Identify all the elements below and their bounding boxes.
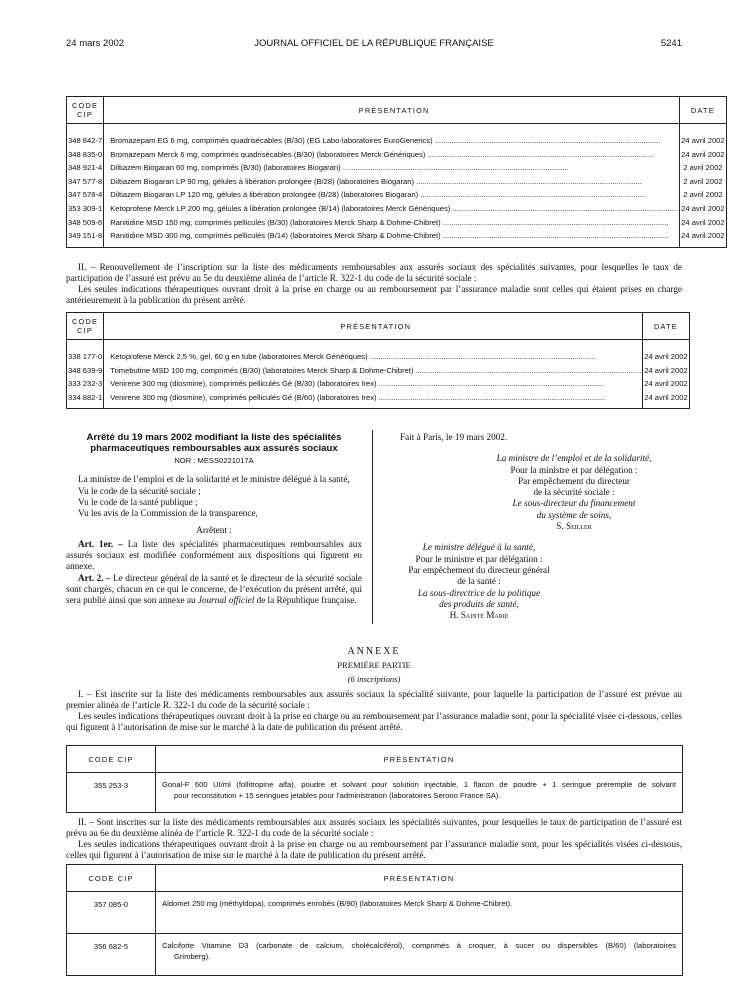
cell-date: 24 avril 2002 (681, 217, 725, 227)
col-header-date: DATE (680, 97, 726, 124)
cell-date: 24 avril 2002 (681, 203, 725, 213)
table-body (67, 773, 683, 813)
col-header-presentation: PRÉSENTATION (156, 746, 683, 773)
table-row (67, 364, 690, 378)
signatory-name: H. Sainte Marie (449, 610, 509, 621)
column-divider (372, 430, 373, 624)
col-header-code: CODE CIP (67, 97, 104, 124)
cell-presentation (104, 364, 643, 378)
table-row (67, 934, 683, 976)
cell-code: 347 577-8 (67, 175, 104, 189)
signatory-name: S. Seiller (556, 521, 592, 532)
vu-line: Vu le code de la santé publique ; (78, 496, 198, 507)
signature-line: Par empêchement du directeur (518, 475, 630, 486)
arrete-title: Arrêté du 19 mars 2002 modifiant la liste des spécialités pharmaceutiques remboursables aux assurés sociaux (86, 432, 342, 454)
cell-date: 2 avril 2002 (683, 176, 723, 186)
table-body (67, 124, 727, 248)
cell-code: 355 253-3 (67, 773, 156, 813)
cell-code: 348 639-9 (67, 364, 104, 378)
presentation-line: Calciforte Vitamine D3 (carbonate de calcium, cholécalciférol), comprimés à croquer, à sucer ou dispersibles (B/60) (laboratoires (162, 941, 676, 950)
col-header-code: CODE CIP (67, 865, 156, 892)
paragraph: Les seules indications thérapeutiques ouvrant droit à la prise en charge ou au remboursement par l’assurance maladie sont, pour les spécialités visées ci-dessous, celles qui figurent à l’autorisation de mise sur le marché à la date de publication du présent arrêté. (66, 839, 682, 860)
cell-code: 357 085-0 (67, 892, 156, 934)
journal-officiel-italic: Journal officiel (197, 595, 255, 606)
presentation-text: Venirene 300 mg (diosmine), comprimés pelliculés Gé (B/30) (laboratoires Irex) ..... (110, 377, 641, 391)
cell-code: 338 177-0 (67, 340, 104, 364)
cell-presentation (104, 229, 680, 247)
table-header-row (67, 746, 683, 773)
signature-line: du système de soins, (536, 509, 612, 520)
cell-presentation (156, 934, 683, 976)
table-row (67, 773, 683, 813)
cell-presentation (156, 892, 683, 934)
article-1 (66, 539, 362, 573)
paragraph: II. – Sont inscrites sur la liste des médicaments remboursables aux assurés sociaux les spécialités suivantes, pour lesquelles le taux de participation de l’assuré est prévu au 6e du deuxième alinéa de l’article R. 322-1 du code de la sécurité sociale : (66, 817, 682, 838)
paragraph: Les seules indications thérapeutiques ouvrant droit à la prise en charge ou au remboursement par l’assurance maladie sont celles qui étaient prises en charge antérieurement à la publication du présent arrêté. (66, 284, 682, 305)
cell-date: 24 avril 2002 (681, 231, 725, 241)
article-1-text: La liste des spécialités pharmaceutiques remboursables aux assurés sociaux est modifiée conformément aux dispositions qui figurent en annexe. (66, 538, 362, 572)
cell-presentation (104, 124, 680, 148)
signature-line: Par empêchement du directeur général (408, 564, 550, 575)
presentation-line: Aldomet 250 mg (méthyldopa), comprimés enrobés (B/90) (laboratoires Merck Sharp & Dohme-Chibret). (162, 899, 513, 908)
presentation-text: Ranitidine MSD 300 mg, comprimés pelliculés (B/14) (laboratoires Merck Sharp & Dohme-Chibret) ..... (110, 229, 678, 243)
table-row (67, 340, 690, 364)
col-header-code: CODE CIP (67, 746, 156, 773)
cell-date: 24 avril 2002 (644, 365, 688, 375)
page-number: 5241 (660, 38, 682, 49)
article-1-label: Art. 1er. – (78, 538, 123, 549)
cell-code: 348 835-0 (67, 148, 104, 162)
table-row (67, 124, 727, 148)
signature-line: des produits de santé, (439, 598, 519, 609)
cell-code: 356 682-5 (67, 934, 156, 976)
annex-section-i-text (66, 689, 682, 733)
cell-code: 348 509-6 (67, 216, 104, 230)
cell-code: 333 232-3 (67, 377, 104, 391)
cell-presentation (104, 391, 643, 409)
nor-reference: NOR : MESS0221017A (174, 456, 254, 465)
presentation-text: Diltiazem Biogaran LP 120 mg, gélules à libération prolongée (B/28) (laboratoires Biogaran) ..... (110, 188, 678, 202)
cell-code: 348 842-7 (67, 124, 104, 148)
arrete-column (66, 432, 362, 607)
signature-line: Pour le ministre et par délégation : (415, 553, 543, 564)
table-row (67, 377, 690, 391)
table-row (67, 391, 690, 409)
signature-line: Le sous-directeur du financement (512, 498, 636, 509)
signature-place: Fait à Paris, le 19 mars 2002. (400, 432, 508, 442)
table-renewal-1 (66, 96, 727, 248)
signature-block-2 (384, 542, 684, 621)
article-2-end: de la République française. (256, 595, 357, 606)
table-renewal-2 (66, 312, 690, 409)
cell-date: 24 avril 2002 (644, 392, 688, 402)
signature-line: Pour la ministre et par délégation : (510, 464, 638, 475)
paragraph: I. – Est inscrite sur la liste des médicaments remboursables aux assurés sociaux la spécialité suivante, pour laquelle la participation de l’assuré est prévue au premier alinéa de l’article R. 322-1 du code de la sécurité sociale : (66, 689, 682, 710)
col-header-presentation: PRÉSENTATION (104, 313, 643, 340)
presentation-line: pour reconstitution + 15 seringues jetables pour l’administration (laboratoires Serono France SA). (174, 791, 501, 800)
section-ii-text (66, 262, 682, 306)
table-body (67, 340, 690, 409)
signatory-title: Le ministre délégué à la santé, (422, 542, 536, 553)
cell-date: 2 avril 2002 (683, 163, 723, 173)
table-header-row (67, 97, 727, 124)
cell-presentation (104, 216, 680, 230)
table-row (67, 229, 727, 247)
table-annex-ii (66, 864, 683, 976)
cell-presentation (104, 148, 680, 162)
article-2 (66, 573, 362, 607)
presentation-text: Diltiazem Biogaran LP 90 mg, gélules à libération prolongée (B/28) (laboratoires Biogaran) ..... (110, 175, 678, 189)
header-date: 24 mars 2002 (66, 38, 125, 49)
cell-code: 347 578-4 (67, 188, 104, 202)
cell-date: 24 avril 2002 (681, 149, 725, 159)
vu-line: Vu les avis de la Commission de la transparence, (78, 508, 258, 519)
signature-block-1 (384, 453, 684, 532)
table-row (67, 202, 727, 216)
header-journal: JOURNAL OFFICIEL DE LA RÉPUBLIQUE FRANÇAISE (254, 38, 494, 49)
table-row (67, 216, 727, 230)
col-header-date: DATE (643, 313, 689, 340)
annex-title: ANNEXE (347, 646, 401, 657)
signature-line: La sous-directrice de la politique (417, 587, 541, 598)
vu-line: Vu le code de la sécurité sociale ; (78, 485, 201, 496)
col-header-presentation: PRÉSENTATION (104, 97, 680, 124)
signature-line: de la santé : (457, 576, 501, 587)
presentation-text: Bromazepam EG 6 mg, comprimés quadrisécables (B/30) (EG Labo-laboratoires EuroGenerics) ..... (110, 134, 678, 148)
annex-section-ii-text (66, 817, 682, 861)
table-header-row (67, 865, 683, 892)
presentation-text: Bromazepam Merck 6 mg, comprimés quadrisécables (B/30) (laboratoires Merck Génériques) ..... (110, 148, 678, 162)
signatory-title: La ministre de l’emploi et de la solidarité, (496, 453, 652, 464)
table-row (67, 188, 727, 202)
table-row (67, 892, 683, 934)
annex-part: PREMIÈRE PARTIE (337, 660, 411, 670)
running-header (66, 38, 682, 52)
cell-date: 24 avril 2002 (681, 136, 725, 145)
cell-code: 334 882-1 (67, 391, 104, 409)
cell-date: 2 avril 2002 (683, 190, 723, 200)
cell-presentation (156, 773, 683, 813)
arrete-intro: La ministre de l’emploi et de la solidarité et le ministre délégué à la santé, (78, 474, 350, 485)
presentation-text: Diltiazem Biogaran 60 mg, comprimés (B/30) (laboratoires Biogaran) ..... (110, 161, 678, 175)
cell-presentation (104, 175, 680, 189)
cell-presentation (104, 202, 680, 216)
table-body (67, 892, 683, 976)
presentation-text: Ketoprofene Merck 2,5 %, gel, 60 g en tube (laboratoires Merck Génériques) ..... (110, 350, 641, 364)
presentation-line: Grimberg). (174, 952, 211, 961)
table-row (67, 161, 727, 175)
presentation-text: Trimebutine MSD 100 mg, comprimés (B/30) (laboratoires Merck Sharp & Dohme-Chibret) ..... (110, 364, 641, 378)
cell-presentation (104, 377, 643, 391)
table-annex-i (66, 745, 683, 813)
article-2-label: Art. 2. – (78, 572, 111, 583)
annex-count: (6 inscriptions) (347, 674, 401, 684)
col-header-presentation: PRÉSENTATION (156, 865, 683, 892)
presentation-line: Gonal-F 600 UI/ml (follitropine alfa), poudre et solvant pour solution injectable, 1 flacon de poudre + 1 seringue préremplie de solvant (162, 780, 676, 789)
article-2-text: Le directeur général de la santé et le directeur de la sécurité sociale sont chargés, chacun en ce qui le concerne, de l’exécution du présent arrêté, qui sera publié ainsi que son annexe au (66, 572, 362, 606)
presentation-text: Venirene 300 mg (diosmine), comprimés pelliculés Gé (B/60) (laboratoires Irex) ..... (110, 391, 641, 405)
paragraph: II. – Renouvellement de l’inscription sur la liste des médicaments remboursables aux assurés sociaux des spécialités suivantes, pour lesquelles le taux de participation de l’assuré est prévu au 5e du deuxième alinéa de l’article R. 322-1 du code de la sécurité sociale : (66, 262, 682, 283)
cell-code: 353 309-1 (67, 202, 104, 216)
paragraph: Les seules indications thérapeutiques ouvrant droit à la prise en charge ou au remboursement par l’assurance maladie sont, pour la spécialité visée ci-dessous, celles qui figurent à l’autorisation de mise sur le marché à la date de publication du présent arrêté. (66, 711, 682, 732)
presentation-text: Ranitidine MSD 150 mg, comprimés pelliculés (B/30) (laboratoires Merck Sharp & Dohme-Chibret) ..... (110, 216, 678, 230)
cell-presentation (104, 161, 680, 175)
col-header-code: CODE CIP (67, 313, 104, 340)
signature-line: de la sécurité sociale : (533, 487, 615, 498)
cell-code: 348 921-4 (67, 161, 104, 175)
arretent: Arrêtent : (196, 525, 232, 536)
table-row (67, 175, 727, 189)
cell-presentation (104, 340, 643, 364)
signature-column (384, 432, 684, 621)
cell-date: 24 avril 2002 (644, 379, 688, 389)
presentation-text: Ketoprofene Merck LP 200 mg, gélules à libération prolongée (B/14) (laboratoires Merck Génériques) ..... (110, 202, 678, 216)
cell-code: 349 151-8 (67, 229, 104, 247)
table-row (67, 148, 727, 162)
cell-date: 24 avril 2002 (644, 352, 688, 361)
cell-presentation (104, 188, 680, 202)
table-header-row (67, 313, 690, 340)
